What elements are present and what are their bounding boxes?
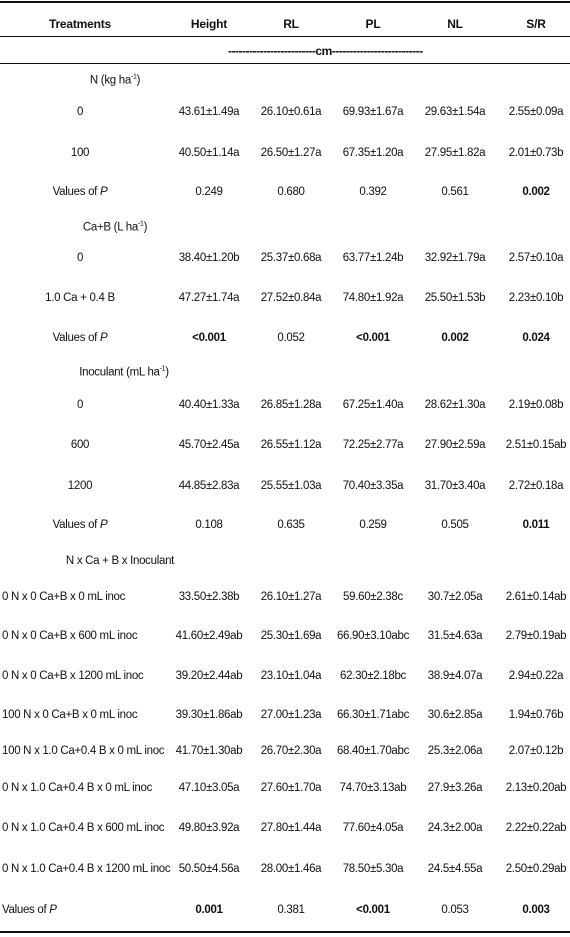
table-cell: 24.5±4.55a [427,863,483,875]
p-value: 0.001 [195,904,223,916]
interaction-row-label: 0 N x 0 Ca+B x 1200 mL inoc [2,670,144,682]
interaction-row-label: 100 N x 1.0 Ca+0.4 B x 0 mL inoc [2,745,165,757]
table-cell: 68.40±1.70abc [336,745,410,757]
table-cell: 29.63±1.54a [424,106,486,118]
p-value: 0.561 [441,186,469,198]
table-cell: 2.55±0.09a [508,106,564,118]
header-rule [0,36,570,37]
table-cell: 33.50±2.38b [178,591,240,603]
table-cell: 2.57±0.10a [508,252,564,264]
interaction-title: N x Ca + B x Inoculant [65,555,175,567]
table-cell: 72.25±2.77a [342,439,404,451]
section-title-text: N (kg ha [89,74,131,87]
table-cell: 2.61±0.14ab [505,591,567,603]
section-title-text: Ca+B (L ha [82,221,138,234]
row-label: 0 [76,252,84,264]
column-header-pl: PL [365,17,381,31]
table-cell: 2.51±0.15ab [505,439,567,451]
table-cell: 41.70±1.30ab [175,745,243,757]
row-label: 100 [70,147,90,159]
p-value: 0.635 [277,519,305,531]
table-cell: 2.22±0.22ab [505,822,567,834]
section-title-superscript: -1 [130,73,137,81]
table-cell: 27.90±2.59a [424,439,486,451]
table-cell: 44.85±2.83a [178,480,240,492]
table-cell: 24.3±2.00a [427,822,483,834]
section-title-text: Inoculant (mL ha [79,366,160,379]
p-value-label-text: Values of [52,519,100,531]
table-cell: 67.25±1.40a [342,399,404,411]
table-cell: 28.00±1.46a [260,863,322,875]
table-cell: 27.9±3.26a [427,782,483,794]
p-value-label-text: Values of [52,186,100,198]
table-cell: 1.94±0.76b [508,709,564,721]
p-value: 0.024 [522,332,550,344]
table-cell: 40.40±1.33a [178,399,240,411]
table-cell: 2.01±0.73b [508,147,564,159]
top-rule [0,1,570,3]
p-value: 0.249 [195,186,223,198]
p-value: 0.680 [277,186,305,198]
table-cell: 25.37±0.68a [260,252,322,264]
table-cell: 74.70±3.13ab [339,782,407,794]
table-cell: 50.50±4.56a [178,863,240,875]
column-header-treatments: Treatments [48,17,112,31]
table-cell: 30.6±2.85a [427,709,483,721]
table-cell: 63.77±1.24b [342,252,404,264]
table-cell: 47.27±1.74a [178,292,240,304]
table-cell: 26.50±1.27a [260,147,322,159]
table-cell: 70.40±3.35a [342,480,404,492]
column-header-height: Height [190,17,228,31]
table-cell: 2.23±0.10b [508,292,564,304]
table-cell: 38.40±1.20b [178,252,240,264]
p-value: 0.259 [359,519,387,531]
section-title [83,221,147,234]
table-cell: 26.70±2.30a [260,745,322,757]
section-title-superscript: -1 [159,365,166,373]
table-cell: 2.72±0.18a [508,480,564,492]
table-cell: 25.30±1.69a [260,630,322,642]
p-value-label [2,904,57,916]
table-cell: 69.93±1.67a [342,106,404,118]
bottom-rule [0,931,570,933]
p-value-label [53,332,108,344]
table-cell: 26.10±0.61a [260,106,322,118]
section-title [79,366,169,379]
p-value: <0.001 [192,332,226,344]
p-value-label [53,519,108,531]
table-cell: 27.52±0.84a [260,292,322,304]
p-symbol: P [99,332,108,344]
table-cell: 26.85±1.28a [260,399,322,411]
table-cell: 41.60±2.49ab [175,630,243,642]
table-cell: 30.7±2.05a [427,591,483,603]
interaction-row-label: 100 N x 0 Ca+B x 0 mL inoc [2,709,138,721]
p-value: 0.381 [277,904,305,916]
units-rule [0,63,570,64]
table-cell: 66.30±1.71abc [336,709,410,721]
p-symbol: P [99,186,108,198]
column-header-rl: RL [283,17,299,31]
table-cell: 2.50±0.29ab [505,863,567,875]
p-value-label-text: Values of [2,904,50,916]
p-symbol: P [49,904,57,916]
table-cell: 31.5±4.63a [427,630,483,642]
table-cell: 39.30±1.86ab [175,709,243,721]
table-cell: 25.50±1.53b [424,292,486,304]
table-cell: 31.70±3.40a [424,480,486,492]
table-cell: 28.62±1.30a [424,399,486,411]
row-label: 1.0 Ca + 0.4 B [45,292,115,304]
table-cell: 49.80±3.92a [178,822,240,834]
table-cell: 62.30±2.18bc [339,670,407,682]
table-cell: 74.80±1.92a [342,292,404,304]
section-title-close: ) [165,366,169,379]
table-cell: 66.90±3.10abc [336,630,410,642]
table-cell: 2.79±0.19ab [505,630,567,642]
table-cell: 77.60±4.05a [342,822,404,834]
table-cell: 32.92±1.79a [424,252,486,264]
table-cell: 2.07±0.12b [508,745,564,757]
p-value: 0.003 [522,904,550,916]
row-label: 1200 [67,480,93,492]
table-cell: 2.19±0.08b [508,399,564,411]
interaction-row-label: 0 N x 1.0 Ca+0.4 B x 600 mL inoc [2,822,165,834]
p-value: 0.392 [359,186,387,198]
p-symbol: P [99,519,108,531]
table-cell: 27.80±1.44a [260,822,322,834]
row-label: 0 [76,399,84,411]
p-value-label [53,186,108,198]
column-header-nl: NL [447,17,463,31]
p-value: 0.011 [522,519,550,531]
table-cell: 67.35±1.20a [342,147,404,159]
units-label: -------------------------cm-------------------------- [228,44,423,58]
table-cell: 2.94±0.22a [508,670,564,682]
table-cell: 40.50±1.14a [178,147,240,159]
section-title-close: ) [136,74,141,87]
table-cell: 23.10±1.04a [260,670,322,682]
p-value: 0.002 [441,332,469,344]
table-cell: 27.00±1.23a [260,709,322,721]
table-cell: 78.50±5.30a [342,863,404,875]
table-cell: 43.61±1.49a [178,106,240,118]
interaction-row-label: 0 N x 1.0 Ca+0.4 B x 0 mL inoc [2,782,153,794]
column-header-s-r: S/R [526,17,546,31]
p-value: <0.001 [356,904,390,916]
p-value: 0.505 [441,519,469,531]
table-cell: 25.3±2.06a [427,745,483,757]
section-title [90,74,140,87]
table-cell: 26.55±1.12a [260,439,322,451]
table-cell: 38.9±4.07a [427,670,483,682]
table-cell: 26.10±1.27a [260,591,322,603]
p-value: 0.108 [195,519,223,531]
table-cell: 25.55±1.03a [260,480,322,492]
table-cell: 45.70±2.45a [178,439,240,451]
table-cell: 2.13±0.20ab [505,782,567,794]
p-value: 0.052 [277,332,305,344]
interaction-row-label: 0 N x 0 Ca+B x 600 mL inoc [2,630,138,642]
table-cell: 27.60±1.70a [260,782,322,794]
p-value-label-text: Values of [52,332,100,344]
row-label: 600 [70,439,90,451]
section-title-superscript: -1 [137,220,144,228]
interaction-row-label: 0 N x 0 Ca+B x 0 mL inoc [2,591,126,603]
p-value: 0.053 [441,904,469,916]
table-cell: 27.95±1.82a [424,147,486,159]
p-value: <0.001 [356,332,390,344]
row-label: 0 [76,106,84,118]
table-cell: 47.10±3.05a [178,782,240,794]
p-value: 0.002 [522,186,550,198]
table-cell: 59.60±2.38c [343,591,403,603]
table-cell: 39.20±2.44ab [175,670,243,682]
interaction-row-label: 0 N x 1.0 Ca+0.4 B x 1200 mL inoc [2,863,171,875]
section-title-close: ) [143,221,148,234]
